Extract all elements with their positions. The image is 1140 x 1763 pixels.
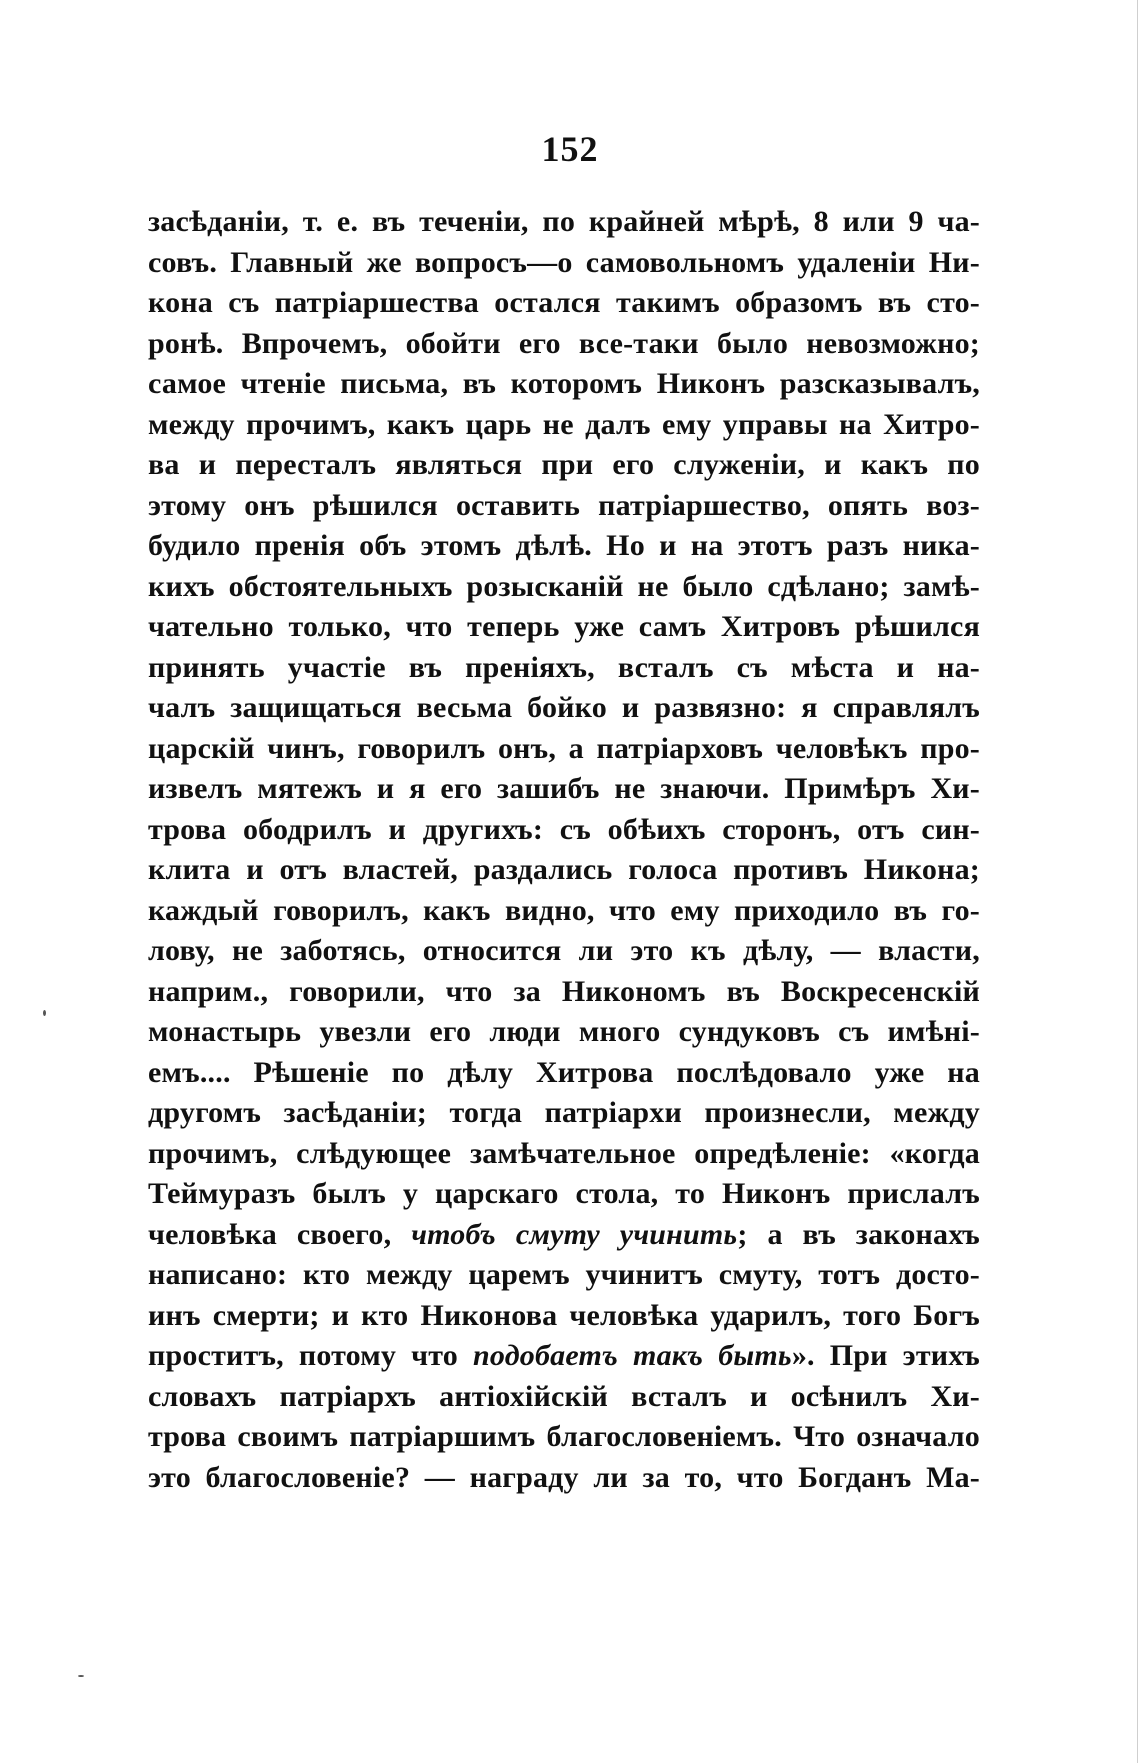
text-line: совъ. Главный же вопросъ—о самовольномъ удаленіи Ни- <box>148 245 980 279</box>
text-line: это благословеніе? — награду ли за то, что Богданъ Ма- <box>148 1460 980 1494</box>
text-segment: проститъ, потому что <box>148 1339 474 1372</box>
italic-quote: чтобъ смуту учинить <box>411 1217 738 1251</box>
text-line: царскій чинъ, говорилъ онъ, а патріарховъ человѣкъ про- <box>148 731 980 765</box>
text-line: словахъ патріархъ антіохійскій всталъ и осѣнилъ Хи- <box>148 1379 980 1413</box>
text-line: чалъ защищаться весьма бойко и развязно: я справлялъ <box>148 691 980 724</box>
text-line: самое чтеніе письма, въ которомъ Никонъ разсказывалъ, <box>148 367 980 400</box>
text-line: Теймуразъ былъ у царскаго стола, то Никонъ прислалъ <box>148 1177 980 1210</box>
text-line: ронѣ. Впрочемъ, обойти его все-таки было невозможно; <box>148 326 980 360</box>
text-line: кона съ патріаршества остался такимъ образомъ въ сто- <box>148 286 980 319</box>
text-line: лову, не заботясь, относится ли это къ дѣлу, — власти, <box>148 934 980 967</box>
text-line: трова своимъ патріаршимъ благословеніемъ. Что означало <box>148 1420 980 1453</box>
text-line: трова ободрилъ и другихъ: съ обѣихъ сторонъ, отъ син- <box>148 812 980 846</box>
text-line: засѣданіи, т. е. въ теченіи, по крайней мѣрѣ, 8 или 9 ча- <box>148 205 980 238</box>
text-line: ва и пересталъ являться при его служеніи, и какъ по <box>148 448 980 481</box>
text-line: чательно только, что теперь уже самъ Хитровъ рѣшился <box>148 610 980 643</box>
text-line: извелъ мятежъ и я его зашибъ не знаючи. Примѣръ Хи- <box>148 772 980 805</box>
text-line: написано: кто между царемъ учинитъ смуту, тотъ досто- <box>148 1258 980 1291</box>
scan-speck <box>78 1675 84 1677</box>
text-line: этому онъ рѣшился оставить патріаршество, опять воз- <box>148 488 980 522</box>
text-line: прочимъ, слѣдующее замѣчательное опредѣленіе: «когда <box>148 1136 980 1170</box>
text-line: будило пренія объ этомъ дѣлѣ. Но и на этотъ разъ ника- <box>148 529 980 562</box>
italic-quote: подобаетъ такъ быть <box>473 1339 792 1372</box>
text-segment: ; а въ законахъ <box>737 1217 980 1251</box>
text-line: кихъ обстоятельныхъ розысканій не было сдѣлано; замѣ- <box>148 569 980 603</box>
scan-edge <box>1137 0 1138 1763</box>
body-text <box>148 202 980 1498</box>
text-line: другомъ засѣданіи; тогда патріархи произнесли, между <box>148 1096 980 1129</box>
text-line <box>148 1336 980 1377</box>
text-segment: ». При этихъ <box>791 1339 981 1372</box>
text-line: между прочимъ, какъ царь не далъ ему управы на Хитро- <box>148 407 980 441</box>
text-segment: человѣка своего, <box>148 1217 412 1251</box>
text-line: монастырь увезли его люди много сундуковъ съ имѣні- <box>148 1015 980 1048</box>
text-line: наприм., говорили, что за Никономъ въ Воскресенскій <box>148 974 980 1008</box>
scan-speck <box>43 1010 46 1016</box>
text-line: емъ.... Рѣшеніе по дѣлу Хитрова послѣдовало уже на <box>148 1055 980 1089</box>
text-line: клита и отъ властей, раздались голоса противъ Никона; <box>148 853 980 886</box>
text-line: принять участіе въ преніяхъ, всталъ съ мѣста и на- <box>148 650 980 684</box>
text-line: инъ смерти; и кто Никонова человѣка ударилъ, того Богъ <box>148 1298 980 1332</box>
text-line: каждый говорилъ, какъ видно, что ему приходило въ го- <box>148 893 980 927</box>
text-line <box>148 1215 980 1256</box>
page-number: 152 <box>541 129 599 169</box>
